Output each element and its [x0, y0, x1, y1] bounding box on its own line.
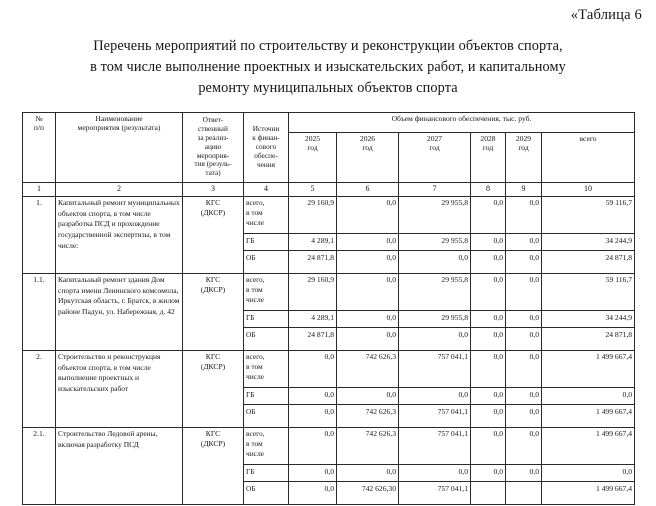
row-number: 1.: [23, 197, 56, 274]
cell-year-value: [471, 482, 506, 505]
header-year-2027-value: 2027: [426, 134, 443, 143]
cell-year-value: 757 041,1: [399, 405, 471, 428]
cell-total: 0,0: [542, 465, 635, 482]
table-body: [23, 197, 635, 505]
row-responsible-line-1: КГС: [205, 198, 221, 207]
colnum-8: 8: [471, 183, 506, 197]
cell-year-value: 0,0: [506, 197, 542, 234]
header-year-2025-unit: год: [307, 143, 318, 153]
header-year-2029-value: 2029: [515, 134, 532, 143]
header-responsible-line-7: тата): [205, 168, 221, 178]
colnum-3: 3: [183, 183, 244, 197]
cell-year-value: 0,0: [471, 274, 506, 311]
header-responsible-line-5: мероприя-: [196, 150, 230, 160]
cell-year-value: 29 955,8: [399, 274, 471, 311]
measures-table: [22, 112, 635, 505]
cell-year-value: 742 626,3: [337, 405, 399, 428]
funding-source-line: в том: [246, 208, 263, 218]
header-responsible-line-3: за реализ-: [197, 132, 229, 142]
header-year-2027-unit: год: [429, 143, 440, 153]
cell-year-value: 757 041,1: [399, 351, 471, 388]
header-year-2028-value: 2028: [480, 134, 496, 143]
row-measure-name: Капитальный ремонт муниципальных объектов спорта, в том числе разработка ПСД и прохождение государственной экспертизы, в том числе:: [56, 197, 183, 274]
colnum-7: 7: [399, 183, 471, 197]
cell-year-value: 0,0: [399, 251, 471, 274]
cell-total: 1 499 667,4: [542, 351, 635, 388]
cell-year-value: 0,0: [337, 388, 399, 405]
cell-year-value: 0,0: [289, 428, 337, 465]
row-number: 2.: [23, 351, 56, 428]
row-responsible-line-1: КГС: [205, 275, 221, 284]
row-funding-source: [244, 311, 289, 328]
cell-year-value: 0,0: [506, 388, 542, 405]
cell-year-value: 0,0: [506, 311, 542, 328]
cell-year-value: 29 955,8: [399, 234, 471, 251]
row-responsible-line-2: (ДКСР): [200, 285, 226, 295]
header-row-top: [23, 113, 635, 133]
header-responsible-line-1: Ответ-: [202, 115, 224, 124]
row-responsible: [183, 428, 244, 505]
header-name-line-1: Наименование: [95, 114, 143, 123]
cell-total: 34 244,9: [542, 311, 635, 328]
cell-year-value: 0,0: [471, 465, 506, 482]
cell-year-value: 0,0: [471, 251, 506, 274]
row-number: 1.1.: [23, 274, 56, 351]
row-funding-source: [244, 388, 289, 405]
page-title-line-1: Перечень мероприятий по строительству и реконструкции объектов спорта,: [93, 38, 563, 54]
row-measure-name: Строительство Ледовой арены, включая разработку ПСД: [56, 428, 183, 505]
row-funding-source: [244, 274, 289, 311]
row-responsible-line-2: (ДКСР): [200, 439, 226, 449]
header-funding-source-line-1: Источни: [252, 124, 280, 134]
cell-year-value: 24 871,8: [289, 328, 337, 351]
colnum-4: 4: [244, 183, 289, 197]
cell-year-value: 0,0: [506, 328, 542, 351]
cell-year-value: 0,0: [506, 428, 542, 465]
header-year-2026-value: 2026: [359, 134, 376, 143]
cell-year-value: [506, 482, 542, 505]
cell-year-value: 0,0: [506, 465, 542, 482]
colnum-6: 6: [337, 183, 399, 197]
row-responsible: [183, 274, 244, 351]
row-responsible-line-2: (ДКСР): [200, 362, 226, 372]
funding-source-line: числе: [246, 295, 264, 305]
cell-year-value: 0,0: [289, 482, 337, 505]
header-year-2025: [289, 133, 337, 183]
header-year-2027: [399, 133, 471, 183]
header-responsible-line-4: ацию: [204, 141, 222, 151]
row-funding-source: [244, 234, 289, 251]
funding-source-line: ГБ: [246, 467, 255, 476]
header-num-line-1: №: [35, 114, 43, 123]
funding-source-line: в том: [246, 285, 263, 295]
colnum-2: 2: [56, 183, 183, 197]
cell-year-value: 0,0: [289, 405, 337, 428]
cell-year-value: 0,0: [506, 351, 542, 388]
header-name-line-2: мероприятия (результата): [77, 123, 161, 133]
cell-year-value: 0,0: [506, 234, 542, 251]
cell-year-value: 0,0: [399, 465, 471, 482]
funding-source-line: всего,: [246, 352, 265, 361]
cell-year-value: 742 626,3: [337, 428, 399, 465]
cell-year-value: 0,0: [337, 251, 399, 274]
header-year-2029: [506, 133, 542, 183]
header-year-2029-unit: год: [518, 143, 529, 153]
row-funding-source: [244, 405, 289, 428]
table-label: «Таблица 6: [570, 7, 642, 23]
cell-year-value: 0,0: [471, 197, 506, 234]
scan-artifact-top: [150, 0, 510, 2]
row-responsible: [183, 197, 244, 274]
header-funding-source-line-4: обеспе-: [254, 150, 278, 160]
header-num: [23, 113, 56, 183]
header-year-2028-unit: год: [482, 143, 494, 153]
table-head: [23, 113, 635, 197]
funding-source-line: числе: [246, 218, 264, 228]
column-numbering-row: [23, 183, 635, 197]
header-funding-source: [244, 113, 289, 183]
header-responsible-line-6: тия (резуль-: [194, 159, 232, 169]
cell-year-value: 4 289,1: [289, 234, 337, 251]
cell-year-value: 0,0: [289, 351, 337, 388]
row-responsible-line-1: КГС: [205, 429, 221, 438]
row-funding-source: [244, 328, 289, 351]
funding-source-line: ОБ: [246, 330, 256, 339]
cell-year-value: 0,0: [337, 328, 399, 351]
measures-table-container: [22, 112, 634, 505]
cell-year-value: 0,0: [471, 428, 506, 465]
funding-source-line: всего,: [246, 429, 265, 438]
row-funding-source: [244, 251, 289, 274]
cell-total: 59 116,7: [542, 274, 635, 311]
cell-total: 1 499 667,4: [542, 482, 635, 505]
cell-total: 1 499 667,4: [542, 405, 635, 428]
row-number: 2.1.: [23, 428, 56, 505]
cell-year-value: 0,0: [471, 351, 506, 388]
cell-total: 24 871,8: [542, 251, 635, 274]
cell-year-value: 0,0: [506, 251, 542, 274]
header-responsible-line-2: ственный: [198, 123, 228, 133]
cell-year-value: 0,0: [506, 405, 542, 428]
cell-year-value: 0,0: [399, 328, 471, 351]
cell-year-value: 0,0: [289, 388, 337, 405]
header-name: [56, 113, 183, 183]
cell-year-value: 0,0: [337, 274, 399, 311]
page-title-line-2: в том числе выполнение проектных и изыскательских работ, и капитальному: [90, 58, 566, 75]
header-responsible: [183, 113, 244, 183]
row-measure-name: Строительство и реконструкция объектов спорта, в том числе выполнение проектных и изыскательских работ: [56, 351, 183, 428]
cell-year-value: 0,0: [471, 311, 506, 328]
funding-source-line: в том: [246, 362, 263, 372]
cell-year-value: 0,0: [471, 405, 506, 428]
row-measure-name: Капитальный ремонт здания Дом спорта имени Ленинского комсомола, Иркутская область, г. Братск, в жилом районе Падун, ул. Набережная, д. 42: [56, 274, 183, 351]
header-funding-source-line-5: чения: [256, 159, 276, 169]
row-funding-source: [244, 465, 289, 482]
funding-source-line: всего,: [246, 275, 265, 284]
cell-year-value: 757 041,1: [399, 482, 471, 505]
row-responsible-line-2: (ДКСР): [200, 208, 226, 218]
cell-year-value: 29 955,8: [399, 311, 471, 328]
cell-year-value: 0,0: [471, 328, 506, 351]
funding-source-line: ГБ: [246, 390, 255, 399]
header-total: всего: [542, 133, 635, 183]
row-funding-source: [244, 197, 289, 234]
cell-total: 34 244,9: [542, 234, 635, 251]
header-funding-source-line-3: сового: [255, 142, 277, 152]
row-funding-source: [244, 428, 289, 465]
cell-year-value: 0,0: [337, 465, 399, 482]
cell-year-value: 24 871,8: [289, 251, 337, 274]
funding-source-line: всего,: [246, 198, 265, 207]
table-row: [23, 274, 635, 311]
cell-total: 0,0: [542, 388, 635, 405]
funding-source-line: в том: [246, 439, 263, 449]
cell-year-value: 0,0: [337, 197, 399, 234]
table-row: [23, 428, 635, 465]
header-num-line-2: п/п: [33, 123, 45, 133]
funding-source-line: числе: [246, 449, 264, 459]
funding-source-line: ОБ: [246, 484, 256, 493]
row-responsible-line-1: КГС: [205, 352, 221, 361]
cell-year-value: 0,0: [337, 234, 399, 251]
colnum-5: 5: [289, 183, 337, 197]
colnum-10: 10: [542, 183, 635, 197]
header-year-2025-value: 2025: [304, 134, 321, 143]
cell-year-value: 742 626,3: [337, 351, 399, 388]
funding-source-line: ГБ: [246, 236, 255, 245]
header-year-2026-unit: год: [362, 143, 373, 153]
funding-source-line: числе: [246, 372, 264, 382]
funding-source-line: ОБ: [246, 253, 256, 262]
row-funding-source: [244, 482, 289, 505]
cell-year-value: 0,0: [471, 234, 506, 251]
cell-year-value: 0,0: [471, 388, 506, 405]
cell-year-value: 29 160,9: [289, 197, 337, 234]
cell-year-value: 29 160,9: [289, 274, 337, 311]
funding-source-line: ОБ: [246, 407, 256, 416]
header-funding-source-line-2: к финан-: [252, 133, 280, 143]
cell-year-value: 0,0: [399, 388, 471, 405]
funding-source-line: ГБ: [246, 313, 255, 322]
header-finance-group: Объем финансового обеспечения, тыс. руб.: [289, 113, 635, 133]
header-year-2028: [471, 133, 506, 183]
row-funding-source: [244, 351, 289, 388]
colnum-1: 1: [23, 183, 56, 197]
cell-total: 1 499 667,4: [542, 428, 635, 465]
cell-year-value: 742 626,30: [337, 482, 399, 505]
cell-year-value: 4 289,1: [289, 311, 337, 328]
cell-year-value: 757 041,1: [399, 428, 471, 465]
cell-total: 24 871,8: [542, 328, 635, 351]
table-row: [23, 351, 635, 388]
table-row: [23, 197, 635, 234]
cell-year-value: 0,0: [506, 274, 542, 311]
page-title: [16, 36, 640, 99]
cell-year-value: 0,0: [337, 311, 399, 328]
colnum-9: 9: [506, 183, 542, 197]
cell-year-value: 29 955,8: [399, 197, 471, 234]
page-title-line-3: ремонту муниципальных объектов спорта: [198, 79, 458, 96]
cell-year-value: 0,0: [289, 465, 337, 482]
cell-total: 59 116,7: [542, 197, 635, 234]
row-responsible: [183, 351, 244, 428]
header-year-2026: [337, 133, 399, 183]
